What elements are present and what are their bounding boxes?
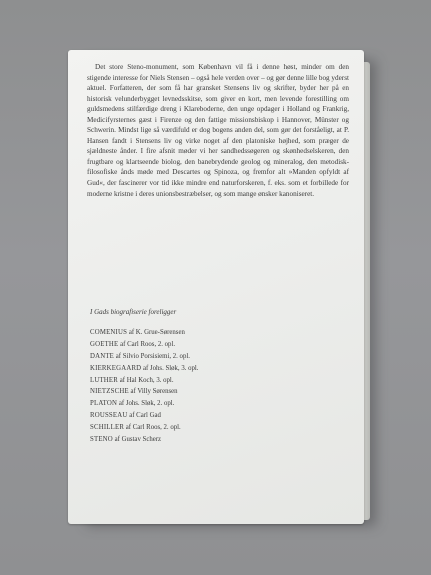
series-item-author: af Carl Gad (129, 412, 161, 420)
series-item-author: af K. Grue-Sørensen (128, 329, 185, 336)
series-item-title: COMENIUS (90, 329, 128, 336)
series-item (90, 363, 199, 375)
series-item (90, 375, 199, 387)
series-item-title: SCHILLER (90, 424, 125, 432)
series-item-title: ROUSSEAU (90, 412, 128, 420)
series-item-title: KIERKEGAARD (90, 364, 142, 372)
series-item-author: af Carl Roos, 2. opl. (125, 424, 181, 432)
series-item-author: af Villy Sørensen (130, 388, 178, 396)
series-item-title: STENO (90, 436, 113, 444)
blurb-text: Det store Steno-monument, som København vil få i denne høst, minder om den stigende interesse for Niels Stensen – også hele verden over – og gør denne lille bog yderst aktuel. Forfatteren, der som få har gransket Stensens liv og skrifter, byder her på en historisk velunderbygget levnedsskitse, som giver en kort, men levende forestilling om guldsmedens stilfærdige dreng i Klareboderne, den unge opdager i Holland og Frankrig, Medicifyrsternes gæst i Firenze og den fattige missionsbiskop i Hannover, Münster og Schwerin. Mindst lige så værdifuld er dog bogens anden del, som gør det forståeligt, at P. Hansen fandt i Stensens liv og virke noget af den platoniske højhed, som præger de sjældneste ånder. I fire afsnit møder vi her sandhedssøgeren og skønhedselskeren, den frugtbare og klartseende biolog, den banebrydende geolog og mineralog, den metodisk-filosofiske ånds møde med Descartes og Spinoza, og fremfor alt »Manden opfyldt af Gud«, der fascinerer vor tid ikke mindre end naturforskeren, f. eks. som et forbillede for moderne kristne i deres unionsbestræbelser, og som mange ønsker kanoniseret. (87, 63, 349, 198)
series-item (90, 410, 199, 422)
book-back-cover (68, 50, 364, 524)
series-item-title: DANTE (90, 352, 115, 360)
series-item-author: af Johs. Sløk, 3. opl. (143, 364, 199, 372)
series-item (90, 422, 199, 434)
series-item (90, 434, 199, 446)
series-item-author: af Gustav Scherz (114, 436, 162, 444)
series-item-author: af Carl Roos, 2. opl. (120, 340, 176, 348)
series-item (90, 339, 199, 351)
series-item (90, 327, 199, 339)
series-item (90, 351, 199, 363)
series-item-author: af Silvio Porsisiemi, 2. opl. (115, 352, 190, 360)
series-item (90, 386, 199, 398)
series-item-title: LUTHER (90, 376, 119, 384)
series-item-title: GOETHE (90, 340, 119, 348)
series-item-title: NIETZSCHE (90, 388, 129, 396)
series-item-author: af Johs. Sløk, 2. opl. (118, 400, 175, 408)
series-heading: I Gads biografiserie foreligger (90, 308, 177, 316)
series-item (90, 398, 199, 410)
series-item-author: af Hal Koch, 3. opl. (119, 376, 174, 384)
series-list (90, 327, 199, 446)
series-item-title: PLATON (90, 400, 118, 408)
